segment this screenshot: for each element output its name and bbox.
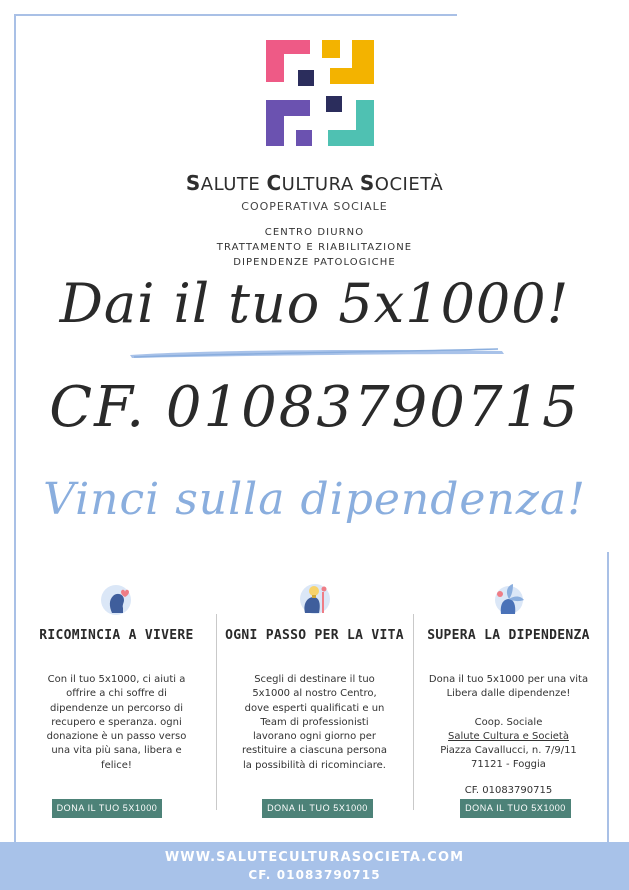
donate-button[interactable]: DONA IL TUO 5X1000 — [52, 799, 162, 818]
decorative-right-line — [607, 552, 609, 846]
column-supera — [412, 580, 605, 796]
footer-tax-code: CF. 01083790715 — [248, 868, 381, 882]
donate-button[interactable]: DONA IL TUO 5X1000 — [262, 799, 373, 818]
headline: Dai il tuo 5x1000! — [59, 272, 570, 335]
organization-name: SALUTE CULTURA SOCIETÀ — [185, 171, 444, 195]
tagline: Vinci sulla dipendenza! — [43, 474, 586, 525]
donate-button[interactable]: DONA IL TUO 5X1000 — [460, 799, 571, 818]
column-ogni-passo — [216, 580, 413, 773]
person-heart-icon — [99, 580, 135, 616]
person-plant-icon — [491, 580, 527, 616]
organization-subtitle: COOPERATIVA SOCIALE — [241, 200, 388, 213]
contact-block — [412, 716, 605, 773]
column-ricomincia — [18, 580, 215, 773]
center-description: CENTRO DIURNO TRATTAMENTO E RIABILITAZIONE DIPENDENZE PATOLOGICHE — [216, 227, 413, 268]
swoosh-underline — [128, 343, 506, 363]
lightbulb-person-icon — [297, 580, 333, 616]
column-text: Con il tuo 5x1000, ci aiuti a offrire a chi soffre di dipendenze un percorso di recupero e speranza. ogni donazione è un passo verso una vita più sana, libera e felice! — [46, 674, 187, 771]
contact-org: Coop. Sociale — [474, 716, 543, 728]
column-text: Scegli di destinare il tuo 5x1000 al nostro Centro, dove esperti qualificati e un Team di professionisti lavorano ogni giorno per restituire a ciascuna persona la possibilità di ricominciare. — [241, 674, 388, 771]
column-title: OGNI PASSO PER LA VITA — [225, 628, 404, 643]
tax-code-small: CF. 01083790715 — [464, 784, 553, 796]
decorative-top-line — [14, 14, 457, 16]
website-link[interactable]: WWW.SALUTECULTURASOCIETA.COM — [164, 850, 465, 865]
contact-city: 71121 - Foggia — [471, 759, 546, 771]
column-title: RICOMINCIA A VIVERE — [39, 628, 194, 643]
footer-bar — [0, 842, 629, 890]
contact-address: Piazza Cavallucci, n. 7/9/11 — [440, 745, 577, 757]
cooperative-logo — [264, 38, 376, 148]
tax-code-large: CF. 01083790715 — [49, 375, 580, 440]
column-title: SUPERA LA DIPENDENZA — [427, 628, 590, 643]
column-text: Dona il tuo 5x1000 per una vita Libera dalle dipendenze! — [428, 674, 589, 700]
contact-name: Salute Cultura e Società — [448, 730, 569, 742]
